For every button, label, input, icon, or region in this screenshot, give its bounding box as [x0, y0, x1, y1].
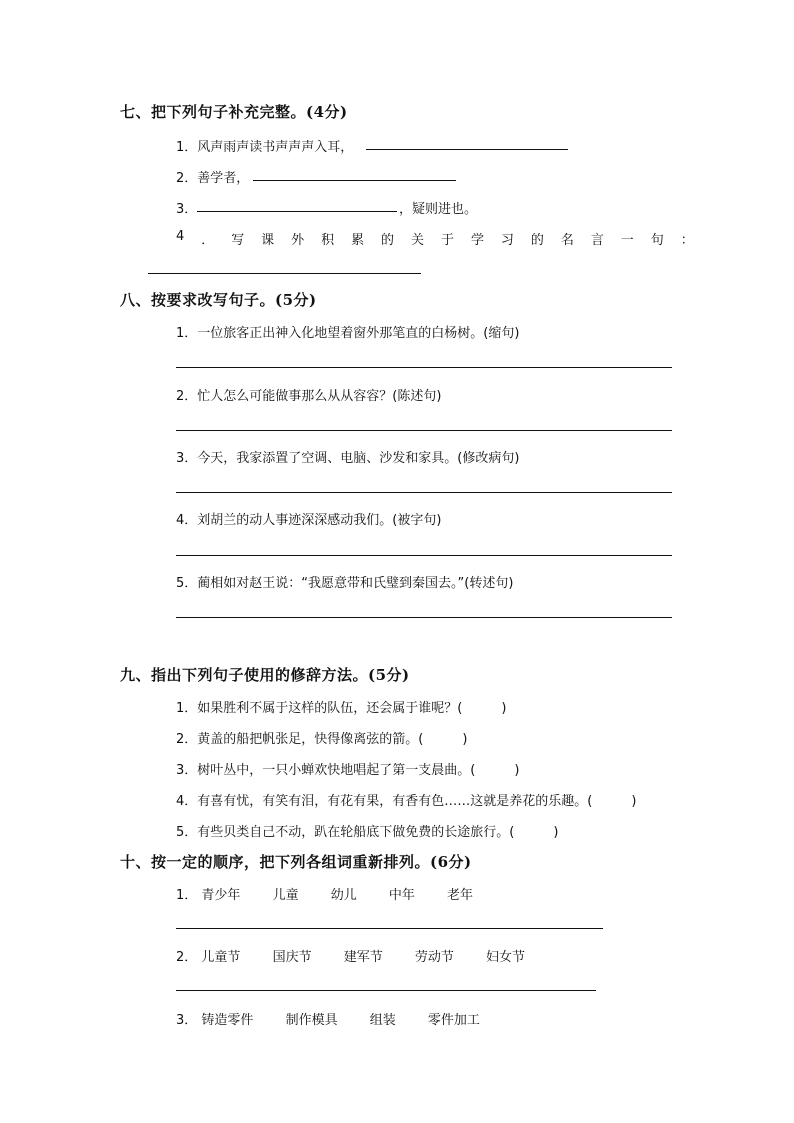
s10-word: 国庆节 [272, 950, 312, 965]
s7-question-4 [176, 229, 694, 248]
s7-q4-char: 课 [261, 233, 275, 248]
s7-answer-line-3[interactable] [197, 211, 397, 212]
s9-question-2: 2．黄盖的船把帆张足，快得像离弦的箭。( ) [176, 732, 468, 747]
s8-answer-line-4[interactable] [176, 555, 672, 556]
s7-q4-char: 于 [440, 233, 454, 248]
s7-question-2: 2．善学者， [176, 171, 250, 186]
s10-word: 劳动节 [414, 950, 454, 965]
s7-q4-char: 的 [530, 233, 544, 248]
s7-q4-char: ： [680, 233, 694, 248]
s8-answer-line-1[interactable] [176, 367, 672, 368]
s9-question-3: 3．树叶丛中，一只小蝉欢快地唱起了第一支晨曲。( ) [176, 763, 520, 778]
s9-question-4: 4．有喜有忧，有笑有泪，有花有果，有香有色……这就是养花的乐趣。( ) [176, 794, 637, 809]
s7-q4-char: ． [201, 233, 215, 248]
s7-q4-char: 外 [291, 233, 305, 248]
s7-q4-char: 名 [560, 233, 574, 248]
section-10-title: 十、按一定的顺序，把下列各组词重新排列。(6分) [120, 853, 472, 871]
section-7-title: 七、把下列句子补充完整。(4分) [120, 103, 348, 121]
s7-q4-char: 的 [381, 233, 395, 248]
s9-question-1: 1．如果胜利不属于这样的队伍，还会属于谁呢？( ) [176, 701, 507, 716]
s10-group-number: 1． [176, 888, 198, 903]
s8-answer-line-2[interactable] [176, 430, 672, 431]
s10-word: 妇女节 [486, 950, 526, 965]
s10-group-2 [176, 946, 525, 965]
s7-answer-line-4[interactable] [148, 273, 421, 274]
s10-word: 老年 [447, 888, 474, 903]
s10-word: 幼儿 [330, 888, 357, 903]
s10-answer-line-1[interactable] [176, 928, 603, 929]
s9-question-5: 5．有些贝类自己不动，趴在轮船底下做免费的长途旅行。( ) [176, 825, 559, 840]
s10-word: 青少年 [201, 888, 241, 903]
s10-group-number: 3． [176, 1013, 198, 1028]
s10-word: 儿童节 [201, 950, 241, 965]
s10-answer-line-2[interactable] [176, 990, 596, 991]
s10-word: 建军节 [343, 950, 383, 965]
s8-question-4: 4．刘胡兰的动人事迹深深感动我们。(被字句) [176, 513, 442, 528]
s7-q4-char: 4 [176, 229, 185, 244]
s8-question-5: 5．蔺相如对赵王说：“我愿意带和氏璧到秦国去。”(转述句) [176, 576, 514, 591]
s10-word: 儿童 [272, 888, 299, 903]
s7-q4-char: 积 [321, 233, 335, 248]
s7-question-1: 1．风声雨声读书声声声入耳， [176, 140, 354, 155]
s7-q4-char: 学 [470, 233, 484, 248]
s8-question-1: 1．一位旅客正出神入化地望着窗外那笔直的白杨树。(缩句) [176, 326, 520, 341]
s8-answer-line-3[interactable] [176, 492, 672, 493]
section-9-title: 九、指出下列句子使用的修辞方法。(5分) [120, 666, 410, 684]
s7-answer-line-2[interactable] [253, 180, 456, 181]
s7-question-3-number: 3． [176, 202, 198, 217]
section-8-title: 八、按要求改写句子。(5分) [120, 291, 317, 309]
s10-group-3 [176, 1009, 480, 1028]
s10-word: 铸造零件 [201, 1013, 254, 1028]
s7-question-3-tail: ，疑则进也。 [399, 202, 478, 217]
s10-word: 中年 [388, 888, 415, 903]
s7-q4-char: 写 [231, 233, 245, 248]
s10-group-1 [176, 884, 473, 903]
s7-q4-char: 关 [411, 233, 425, 248]
s8-answer-line-5[interactable] [176, 617, 672, 618]
s10-word: 零件加工 [427, 1013, 480, 1028]
s8-question-2: 2．忙人怎么可能做事那么从从容容？(陈述句) [176, 389, 442, 404]
s10-word: 制作模具 [285, 1013, 338, 1028]
s10-group-number: 2． [176, 950, 198, 965]
s10-word: 组装 [369, 1013, 396, 1028]
s7-q4-char: 习 [500, 233, 514, 248]
s8-question-3: 3．今天，我家添置了空调、电脑、沙发和家具。(修改病句) [176, 451, 520, 466]
s7-q4-char: 句 [650, 233, 664, 248]
s7-q4-char: 累 [351, 233, 365, 248]
s7-answer-line-1[interactable] [366, 149, 568, 150]
s7-q4-char: 一 [620, 233, 634, 248]
s7-q4-char: 言 [590, 233, 604, 248]
